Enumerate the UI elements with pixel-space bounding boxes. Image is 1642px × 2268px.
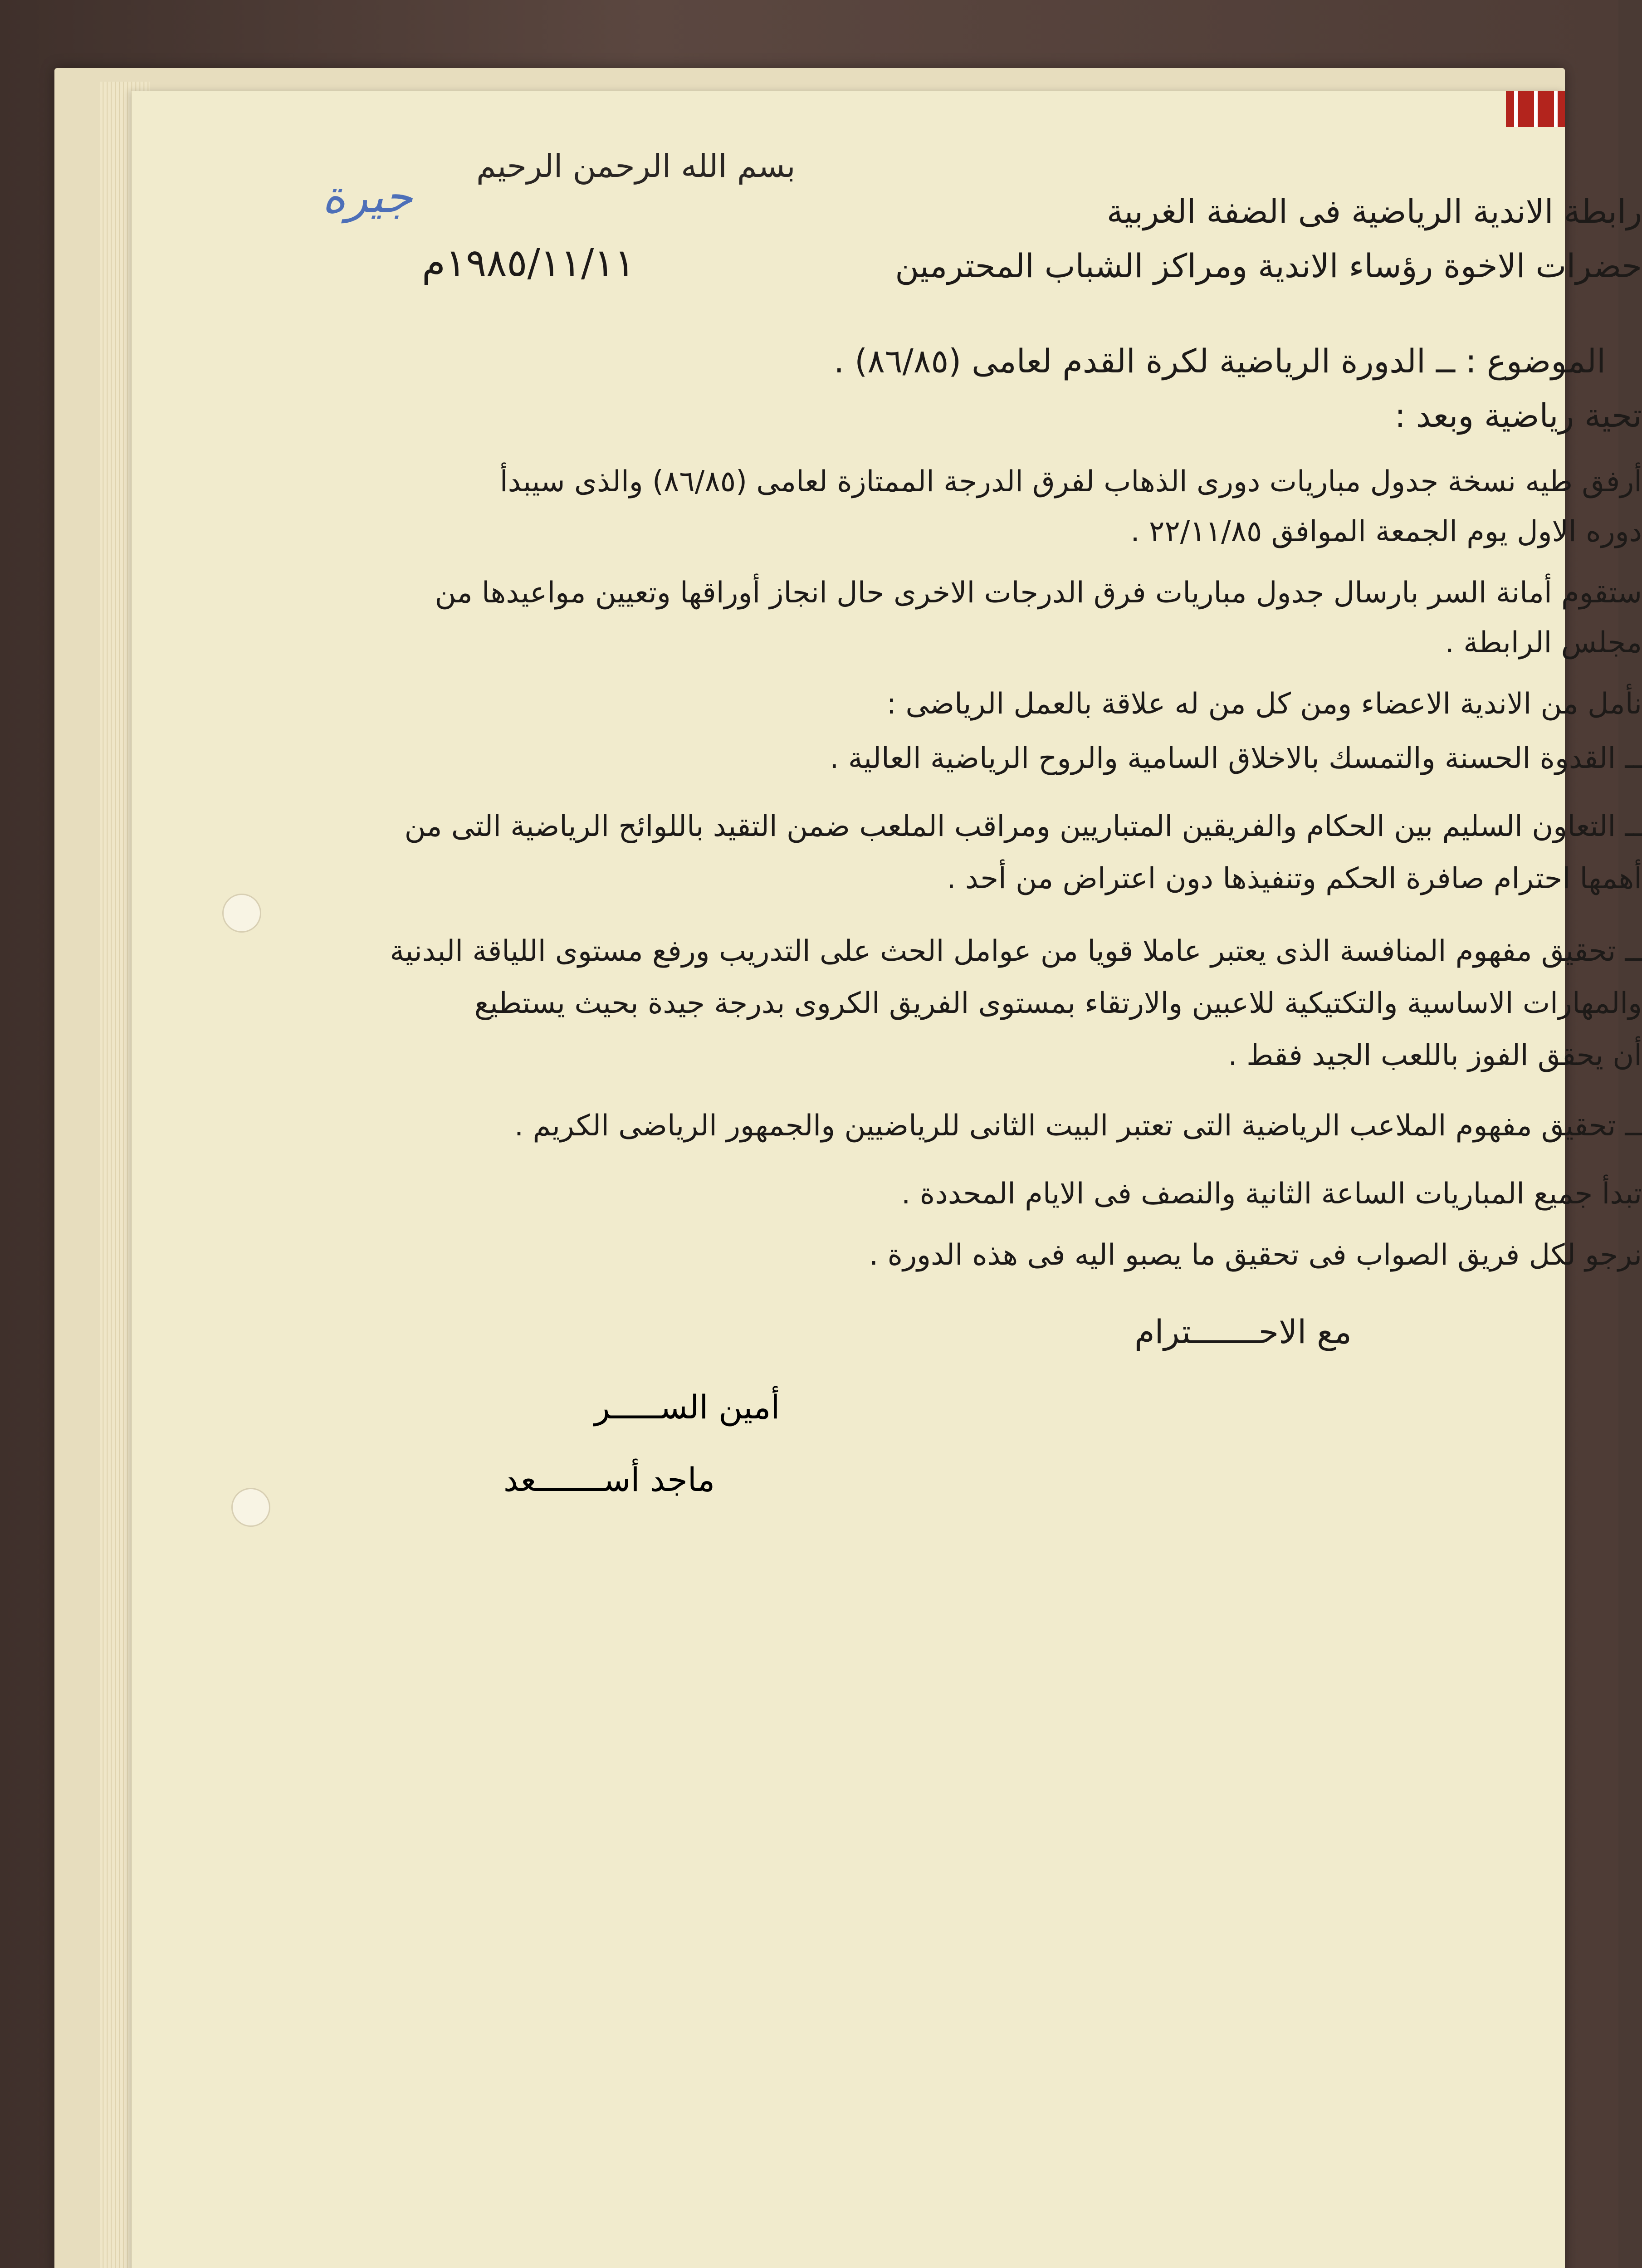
margin-annotation: جيرة xyxy=(322,170,413,223)
greeting: تحية رياضية وبعد : xyxy=(1394,396,1642,435)
punch-hole-top xyxy=(222,894,261,933)
closing-respect: مع الاحـــــــترام xyxy=(1134,1313,1352,1351)
paragraph-1-line-2: دوره الاول يوم الجمعة الموافق ٢٢/١١/٨٥ . xyxy=(1130,515,1642,548)
document-page xyxy=(132,91,1642,2268)
list-item-3-line-2: والمهارات الاساسية والتكتيكية للاعبين والارتقاء بمستوى الفريق الكروى بدرجة جيدة بحيث يستطيع xyxy=(474,987,1642,1020)
paragraph-3-intro: نأمل من الاندية الاعضاء ومن كل من له علاقة بالعمل الرياضى : xyxy=(886,687,1642,721)
paragraph-2-line-2: مجلس الرابطة . xyxy=(1445,626,1642,660)
signature-name: ماجد أســـــــعد xyxy=(503,1461,715,1499)
match-time-note: تبدأ جميع المباريات الساعة الثانية والنصف فى الايام المحددة . xyxy=(901,1177,1642,1211)
closing-wish: نرجو لكل فريق الصواب فى تحقيق ما يصبو اليه فى هذه الدورة . xyxy=(869,1238,1642,1272)
letter-date: ١٩٨٥/١١/١١م xyxy=(422,240,635,285)
list-item-3-line-3: أن يحقق الفوز باللعب الجيد فقط . xyxy=(1228,1039,1642,1072)
subject-line: الموضوع : ــ الدورة الرياضية لكرة القدم لعامى (٨٦/٨٥) . xyxy=(834,342,1606,380)
list-item-4: ــ تحقيق مفهوم الملاعب الرياضية التى تعتبر البيت الثانى للرياضيين والجمهور الرياضى الكريم . xyxy=(514,1109,1642,1143)
letter-basmala: بسم الله الرحمن الرحيم xyxy=(476,147,796,185)
list-item-1: ــ القدوة الحسنة والتمسك بالاخلاق السامية والروح الرياضية العالية . xyxy=(830,742,1642,775)
paragraph-2-line-1: ستقوم أمانة السر بارسال جدول مباريات فرق الدرجات الاخرى حال انجاز أوراقها وتعيين مواعيدها من xyxy=(435,576,1642,610)
list-item-3-line-1: ــ تحقيق مفهوم المنافسة الذى يعتبر عاملا قويا من عوامل الحث على التدريب ورفع مستوى اللياقة البدنية xyxy=(390,934,1642,968)
signature-title: أمين الســـــر xyxy=(594,1388,780,1426)
color-calibration-strip xyxy=(1506,91,1565,127)
list-item-2-line-2: أهمها احترام صافرة الحكم وتنفيذها دون اعتراض من أحد . xyxy=(947,862,1642,895)
league-name: رابطة الاندية الرياضية فى الضفة الغربية xyxy=(1106,192,1642,230)
list-item-2-line-1: ــ التعاون السليم بين الحكام والفريقين المتباريين ومراقب الملعب ضمن التقيد باللوائح الرياضية التى من xyxy=(404,810,1642,843)
paragraph-1-line-1: أرفق طيه نسخة جدول مباريات دورى الذهاب لفرق الدرجة الممتازة لعامى (٨٦/٨٥) والذى سيبدأ xyxy=(499,465,1642,499)
addressee: حضرات الاخوة رؤساء الاندية ومراكز الشباب المحترمين xyxy=(895,247,1642,285)
punch-hole-bottom xyxy=(231,1488,270,1527)
